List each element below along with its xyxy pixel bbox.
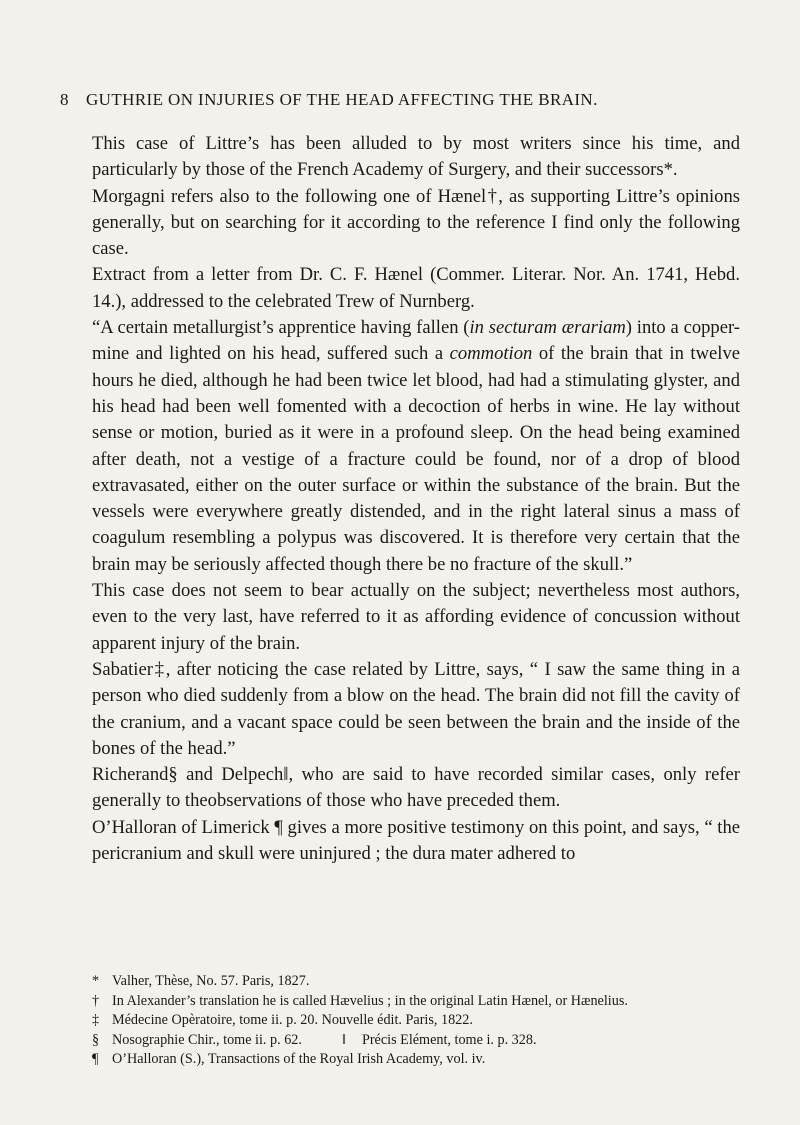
quote-text-c: of the brain that in twelve hours he died, although he had been twice let blood, had had a stimulating glyster, and his head had been well fomented with a decoction of herbs in wine. He lay without sense or motion, buried as it were in a profound sleep. On the head being examined after death, not a vestige of a fracture could be found, nor of a drop of blood extravasated, either on the outer surface or within the substance of the brain. But the vessels were everywhere greatly distended, and in the right lateral sinus a mass of coagulum resembling a polypus was discovered. It is therefore very certain that the brain may be seriously affected though there be no fracture of the skull.” [92,343,740,575]
paragraph-4-quote [92,315,740,578]
footnote-text: Précis Elément, tome i. p. 328. [361,1031,537,1048]
quote-text-a: “A certain metallurgist’s apprentice having fallen ( [92,317,470,339]
footnote-text: O’Halloran (S.), Transactions of the Royal Irish Academy, vol. iv. [112,1051,486,1068]
paragraph-3: Extract from a letter from Dr. C. F. Hænel (Commer. Literar. Nor. An. 1741, Hebd. 14.), addressed to the celebrated Trew of Nurnberg. [92,264,740,312]
footnote-mark: ‖ [341,1031,346,1048]
paragraph-6: Sabatier‡, after noticing the case related by Littre, says, “ I saw the same thing in a person who died suddenly from a blow on the head. The brain did not fill the cavity of the cranium, and a vacant space could be seen between the brain and the inside of the bones of the head.” [92,658,740,759]
quote-text-b: ) into a copper-mine and lighted on his head, suffered such a [92,317,740,365]
page-number: 8 [60,90,69,109]
footnote-text: Médecine Opèratoire, tome ii. p. 20. Nouvelle édit. Paris, 1822. [112,1012,473,1029]
paragraph-2: Morgagni refers also to the following one of Hænel†, as supporting Littre’s opinions generally, but on searching for it according to the reference I find only the following case. [92,185,740,260]
footnote-2 [92,992,752,1012]
footnote-mark: § [92,1031,100,1048]
footnote-text: In Alexander’s translation he is called Hævelius ; in the original Latin Hænel, or Hænelius. [112,992,628,1009]
paragraph-8: O’Halloran of Limerick ¶ gives a more positive testimony on this point, and says, “ the pericranium and skull were uninjured ; the dura mater adhered to [92,816,740,865]
paragraph-7: Richerand§ and Delpech‖, who are said to have recorded similar cases, only refer generally to theobservations of those who have preceded them. [92,764,740,812]
footnote-1 [92,972,752,992]
footnote-mark: ¶ [92,1051,99,1068]
footnote-mark: * [92,973,100,989]
footnote-gap [302,1031,342,1051]
footnotes [92,972,752,1070]
footnote-text: Valher, Thèse, No. 57. Paris, 1827. [112,973,310,989]
footnote-mark: † [92,992,100,1009]
footnote-text: Nosographie Chir., tome ii. p. 62. [112,1031,302,1048]
footnote-3 [92,1011,752,1031]
footnote-4-5 [92,1031,752,1051]
paragraph-1: This case of Littre’s has been alluded to by most writers since his time, and particularly by those of the French Academy of Surgery, and their successors*. [92,133,740,181]
quote-latin-phrase: in secturam ærariam [469,317,626,339]
quote-italic-commotion: commotion [449,343,533,365]
running-head [60,90,740,110]
footnote-mark: ‡ [92,1012,100,1029]
body-text [92,131,740,867]
paragraph-5: This case does not seem to bear actually on the subject; nevertheless most authors, even to the very last, have referred to it as affording evidence of concussion without apparent injury of the brain. [92,580,740,654]
running-title: GUTHRIE ON INJURIES OF THE HEAD AFFECTING THE BRAIN. [86,90,598,109]
footnote-6 [92,1050,752,1070]
